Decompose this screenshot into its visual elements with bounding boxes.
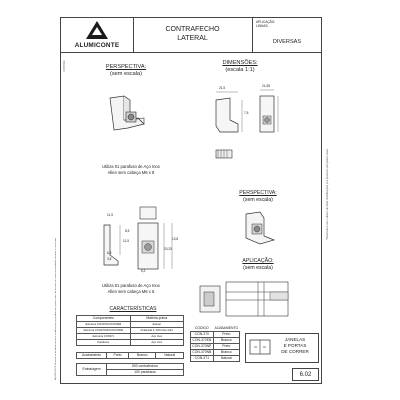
packing-cell: 500 contrafechos: [107, 364, 184, 370]
page-title-line2: LATERAL: [177, 35, 208, 42]
perspective2-subtitle: (sem escala): [243, 197, 273, 203]
characteristics-title: CARACTERÍSTICAS: [109, 306, 157, 312]
table-cell: Preto: [213, 344, 239, 350]
table-cell: CON-370EB: [192, 338, 212, 342]
finish-label: Acabamento: [77, 353, 107, 359]
characteristics-table: [76, 315, 184, 346]
table-cell: Branco: [213, 338, 239, 344]
note-a-line2: Allen sem cabeça M6 x 8: [107, 170, 155, 175]
dim-label-11: 3,5: [107, 257, 112, 261]
table-cell: Aço Inox: [130, 340, 183, 346]
table-cell: Preto: [213, 332, 239, 338]
header-cell: Componentes: [77, 316, 131, 322]
category-line3: DE CORRER: [281, 349, 309, 354]
header-divider-2: [252, 17, 253, 52]
application-title: APLICAÇÃO:: [242, 258, 274, 264]
category-line2: E PORTAS: [283, 343, 307, 348]
table-cell: CON-370NB: [192, 350, 212, 354]
dim-label-7: 11,5: [123, 239, 129, 243]
dim-label-1: 21,5: [219, 86, 226, 90]
orthographic-views: [100, 195, 180, 275]
lines-label: LINHAS:: [256, 24, 269, 28]
table-cell: CON-371: [191, 356, 214, 362]
category-line1: JANELAS: [284, 337, 306, 342]
dimensions-title: DIMENSÕES:: [222, 60, 258, 66]
logo-text: ALUMICONTE: [74, 42, 120, 49]
header-cell: Matéria-prima: [130, 316, 183, 322]
table-row: [191, 356, 240, 362]
table-row: [77, 340, 184, 346]
codes-table: [190, 326, 240, 362]
dim-label-10: 6,5: [107, 251, 112, 255]
table-cell: CON-370: [191, 332, 214, 338]
table-cell: CON-370NP: [192, 344, 212, 348]
application-drawing: [198, 278, 292, 320]
packing-cell: 100 parafusos: [107, 370, 184, 376]
table-cell: Parafusos: [77, 340, 131, 346]
dim-label-4: 11,5: [107, 213, 113, 217]
side-note-right: *Reservamo-nos o direito de fazer modificações nos produtos sem prévio aviso.: [326, 148, 329, 240]
finish-table: [76, 352, 184, 359]
dim-label-3: 7,5: [244, 111, 249, 115]
side-note-left: ALUMICONTE Reserva-se de direito de fazer modificações no produto sem prévio aviso, de acordo com suas necessidades técnicas e comerciais.: [55, 237, 57, 380]
perspective-part-drawing: [104, 90, 154, 140]
table-cell: Poliamida 6, 30% fibra vidro: [130, 328, 183, 334]
perspective2-title: PERSPECTIVA:: [239, 190, 277, 196]
note-b-line2: Allen sem cabeça M6 x 6: [107, 289, 155, 294]
application-value: DIVERSAS: [272, 39, 302, 45]
finish-cell: Branco: [129, 353, 156, 359]
application-subtitle: (sem escala): [243, 265, 273, 271]
table-cell: Estrutura CON371: [77, 334, 131, 340]
table-cell: Aço Inox: [130, 334, 183, 340]
page-number: 6.02: [292, 368, 319, 381]
dimensions-drawing: [210, 80, 290, 170]
packing-label: Embalagem: [77, 364, 107, 376]
packing-table: [76, 363, 184, 376]
page-title-line1: CONTRAFECHO: [165, 26, 220, 33]
header-divider: [60, 52, 322, 53]
application-label: APLICAÇÃO:: [256, 20, 276, 24]
sliding-window-icon: [249, 339, 271, 355]
dim-label-9: 8,5: [125, 229, 130, 233]
table-cell: Zamac: [130, 322, 183, 328]
perspective-subtitle: (sem escala): [109, 71, 143, 77]
finish-cell: Preto: [107, 353, 129, 359]
alumiconte-logo-icon: [86, 21, 108, 39]
perspective-title: PERSPECTIVA:: [105, 64, 147, 70]
finish-row: [77, 353, 184, 359]
note-a-line1: Utiliza 01 parafuso de Aço Inox: [102, 164, 160, 169]
table-cell: Branco: [213, 350, 239, 356]
header-cell: CÓDIGO: [194, 326, 209, 330]
dim-label-8: 6,2: [141, 269, 146, 273]
table-cell: Estrutura CON370NP/CON370NB: [77, 328, 131, 334]
dimensions-subtitle: (escala 1:1): [225, 67, 255, 73]
perspective2-part-drawing: [240, 208, 280, 248]
table-cell: Estrutura CON370/CON370EB: [77, 322, 131, 328]
dim-label-5: 20,25: [164, 247, 172, 251]
codes-header-row: [191, 326, 240, 332]
dim-label-6: 13,8: [172, 237, 179, 241]
table-cell: Natural: [213, 356, 239, 362]
dim-label-2: 21,55: [262, 84, 270, 88]
sheet-ref-code: CONTRAF: [63, 60, 66, 72]
finish-cell: Natural: [156, 353, 184, 359]
header-cell: ACABAMENTO: [214, 326, 239, 330]
note-b-line1: Utiliza 01 parafuso de Aço Inox: [102, 283, 160, 288]
